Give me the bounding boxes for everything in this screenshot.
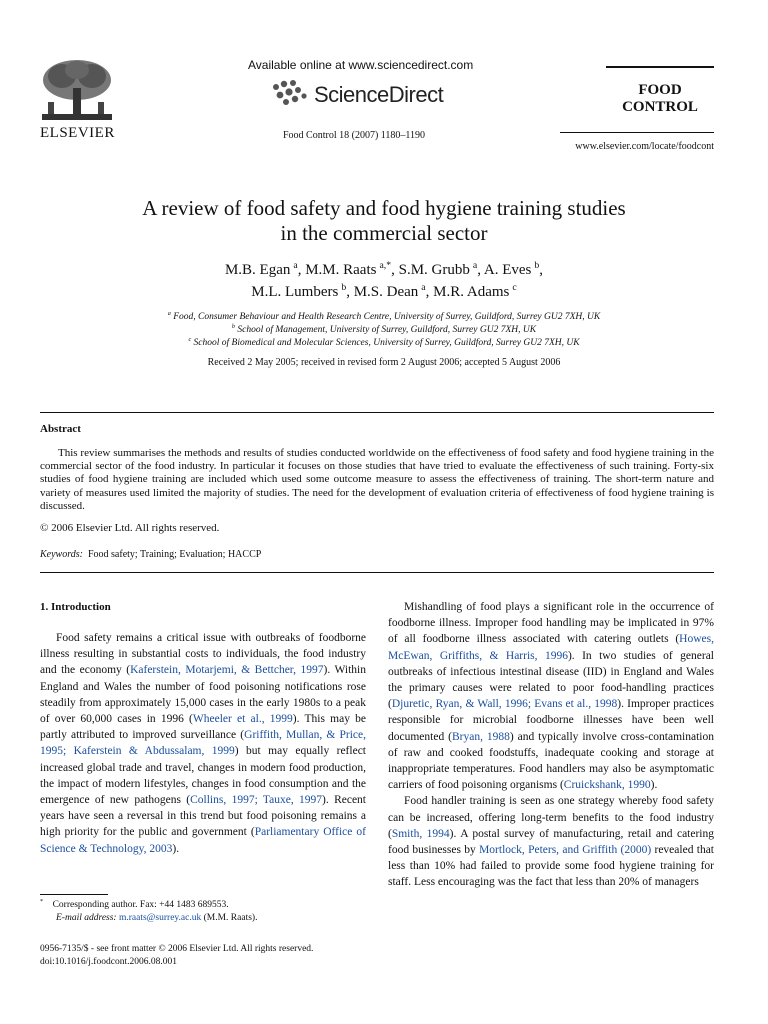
- paragraph-text: ).: [172, 842, 180, 855]
- paragraph-text: ).: [650, 779, 658, 792]
- author-list: [40, 259, 728, 303]
- paragraph-text: Mishandling of food plays a significant role in the occurrence of foodborne illness. Improper food handling may be implicated in 97% of all foodborne illness associated with catering outlets (: [388, 601, 714, 646]
- affiliation-text: School of Management, University of Surrey, Guildford, Surrey GU2 7XH, UK: [235, 325, 537, 335]
- citation-link[interactable]: Kaferstein, Motarjemi, & Bettcher, 1997: [130, 664, 324, 677]
- keywords-line: [40, 549, 261, 560]
- journal-url: www.elsevier.com/locate/foodcont: [575, 141, 714, 152]
- paragraph-text: ). A postal survey of manufacturing, retail and catering food businesses by: [388, 827, 714, 857]
- author-name: M.B. Egan: [224, 262, 291, 278]
- doi-line: doi:10.1016/j.foodcont.2006.08.001: [40, 957, 177, 967]
- paragraph-text: ). Recent years have seen a reversal in this trend but food poisoning remains a high priority for the public and government (: [40, 794, 366, 839]
- citation-link[interactable]: Cruickshank, 1990: [563, 779, 651, 792]
- citation-link[interactable]: Smith, 1994: [391, 827, 450, 840]
- elsevier-tree-logo: [36, 58, 118, 124]
- journal-reference: Food Control 18 (2007) 1180–1190: [283, 130, 426, 141]
- affiliation-mark: b: [231, 323, 235, 330]
- author-affiliation-mark: a: [472, 260, 478, 271]
- publisher-name: ELSEVIER: [40, 125, 115, 141]
- affiliation-item: [40, 324, 728, 337]
- issn-line: 0956-7135/$ - see front matter © 2006 Elsevier Ltd. All rights reserved.: [40, 944, 314, 954]
- affiliation-item: [40, 337, 728, 350]
- citation-link[interactable]: Collins, 1997; Tauxe, 1997: [190, 794, 323, 807]
- journal-bottom-rule: [560, 132, 714, 133]
- paragraph-text: ) and typically involve cross-contamination of raw and cooked foodstuffs, inadequate cooking and storage at inappropriate temperatures. Food handlers may also be asymptomatic carriers of food poisoning organisms (: [388, 730, 714, 792]
- paragraph-text: ). In two studies of general outbreaks of infectious intestinal disease (IID) in England and Wales the primary causes were related to poor food-handling practices (: [388, 649, 715, 711]
- author-affiliation-mark: a: [293, 260, 298, 271]
- corresponding-author: [40, 899, 366, 912]
- intro-paragraph-2: [388, 599, 714, 793]
- journal-top-rule: [606, 66, 714, 68]
- keywords-label: Keywords:: [40, 549, 83, 560]
- email-suffix: (M.M. Raats).: [203, 913, 258, 923]
- intro-paragraph-1: [40, 630, 366, 857]
- author-separator: ,: [425, 284, 434, 300]
- author-separator: ,: [477, 262, 484, 278]
- author-affiliation-mark: a: [421, 282, 426, 293]
- author-separator: ,: [539, 262, 544, 278]
- abstract-bottom-rule: [40, 572, 714, 573]
- available-online-text: Available online at www.sciencedirect.com: [248, 58, 474, 72]
- paragraph-text: Food safety remains a critical issue with outbreaks of foodborne illness resulting in substantial costs to individuals, the food industry and the economy (: [40, 632, 366, 677]
- bottom-info: [40, 943, 313, 969]
- article-title-line2: in the commercial sector: [280, 221, 488, 245]
- affiliation-mark: a: [167, 310, 171, 317]
- email-label: E-mail address:: [56, 913, 117, 923]
- affiliation-item: [40, 311, 728, 324]
- paragraph-text: ). Improper practices responsible for microbial foodborne illnesses have been well documented (: [388, 698, 714, 743]
- citation-link[interactable]: Parliamentary Office of Science & Technology, 2003: [40, 826, 366, 855]
- author-separator: ,: [297, 262, 306, 278]
- citation-link[interactable]: Bryan, 1988: [451, 730, 510, 743]
- paragraph-text: revealed that less than 10% had failed to provide some food hygiene training for staff. Less encouraging was the fact that less than 20% of managers: [388, 844, 715, 889]
- journal-name-line1: FOOD: [638, 82, 682, 98]
- author-name: A. Eves: [483, 262, 532, 278]
- received-dates: Received 2 May 2005; received in revised form 2 August 2006; accepted 5 August 2006: [207, 357, 561, 368]
- citation-link[interactable]: Djuretic, Ryan, & Wall, 1996; Evans et al., 1998: [391, 698, 618, 711]
- paragraph-text: Food handler training is seen as one strategy whereby food safety can be increased, offering long-term benefits to the food industry (: [388, 795, 714, 840]
- paragraph-text: ). Within England and Wales the number of food poisoning notifications rose steadily from approximately 15,000 cases in the early 1980s to a peak of over 60,000 cases in 1996 (: [40, 664, 366, 726]
- footnote-mark: *: [40, 898, 44, 905]
- intro-paragraph-3: [388, 793, 714, 890]
- keywords-list: Food safety; Training; Evaluation; HACCP: [87, 549, 262, 560]
- article-title: [40, 196, 728, 246]
- author-affiliation-mark: a,*: [379, 260, 392, 271]
- footnote: [40, 899, 366, 925]
- author-affiliation-mark: b: [534, 260, 540, 271]
- author-affiliation-mark: c: [512, 282, 517, 293]
- author-affiliation-mark: b: [341, 282, 347, 293]
- author-name: M.L. Lumbers: [251, 284, 339, 300]
- journal-name: [606, 82, 714, 116]
- abstract-copyright: © 2006 Elsevier Ltd. All rights reserved.: [40, 522, 220, 534]
- corresponding-author-text: Corresponding author. Fax: +44 1483 689553.: [52, 900, 229, 910]
- email-link[interactable]: m.raats@surrey.ac.uk: [118, 913, 202, 923]
- abstract-text: This review summarises the methods and results of studies conducted worldwide on the effectiveness of food safety and food hygiene training in the commercial sector of the food industry. In particular it focuses on those studies that have tried to evaluate the effectiveness of such training. Forty-six studies of food hygiene training are included which used some outcome measure to assess the effectiveness of training. The short-term nature and variety of measures used limited the majority of studies. The need for the development of evaluation criteria of effectiveness of food hygiene training is discussed.: [40, 447, 714, 512]
- sciencedirect-brand: ScienceDirect: [314, 82, 444, 107]
- abstract-heading: Abstract: [40, 423, 81, 435]
- paragraph-text: ) but may equally reflect increased global trade and travel, changes in modern food production, the impact of modern lifestyles, changes in food consumption and the emergence of new pathogens (: [40, 745, 366, 807]
- citation-link[interactable]: Wheeler et al., 1999: [192, 713, 293, 726]
- citation-link[interactable]: Howes, McEwan, Griffiths, & Harris, 1996: [388, 633, 714, 662]
- intro-right-column: [388, 599, 714, 891]
- author-separator: ,: [391, 262, 399, 278]
- author-line-2: [40, 281, 728, 303]
- citation-link[interactable]: Griffith, Mullan, & Price, 1995; Kaferstein & Abdussalam, 1999: [40, 729, 366, 758]
- footnote-rule: [40, 894, 108, 895]
- author-name: M.S. Dean: [353, 284, 419, 300]
- author-separator: ,: [346, 284, 354, 300]
- article-title-line1: A review of food safety and food hygiene training studies: [142, 196, 626, 220]
- author-name: M.R. Adams: [433, 284, 510, 300]
- section-heading-introduction: 1. Introduction: [40, 601, 111, 613]
- author-name: M.M. Raats: [305, 262, 377, 278]
- affiliation-list: [40, 311, 728, 350]
- citation-link[interactable]: Mortlock, Peters, and Griffith (2000): [479, 844, 652, 857]
- author-line-1: [40, 259, 728, 281]
- paragraph-text: ). This may be partly attributed to improved surveillance (: [40, 713, 366, 742]
- email-line: [40, 912, 366, 925]
- affiliation-text: School of Biomedical and Molecular Sciences, University of Surrey, Guildford, Surrey GU2 7XH, UK: [191, 338, 580, 348]
- journal-name-line2: CONTROL: [622, 99, 698, 115]
- sciencedirect-dots-icon: [270, 78, 312, 108]
- affiliation-text: Food, Consumer Behaviour and Health Research Centre, University of Surrey, Guildford, Surrey GU2 7XH, UK: [170, 312, 601, 322]
- author-name: S.M. Grubb: [398, 262, 470, 278]
- affiliation-mark: c: [188, 336, 192, 343]
- abstract-top-rule: [40, 412, 714, 413]
